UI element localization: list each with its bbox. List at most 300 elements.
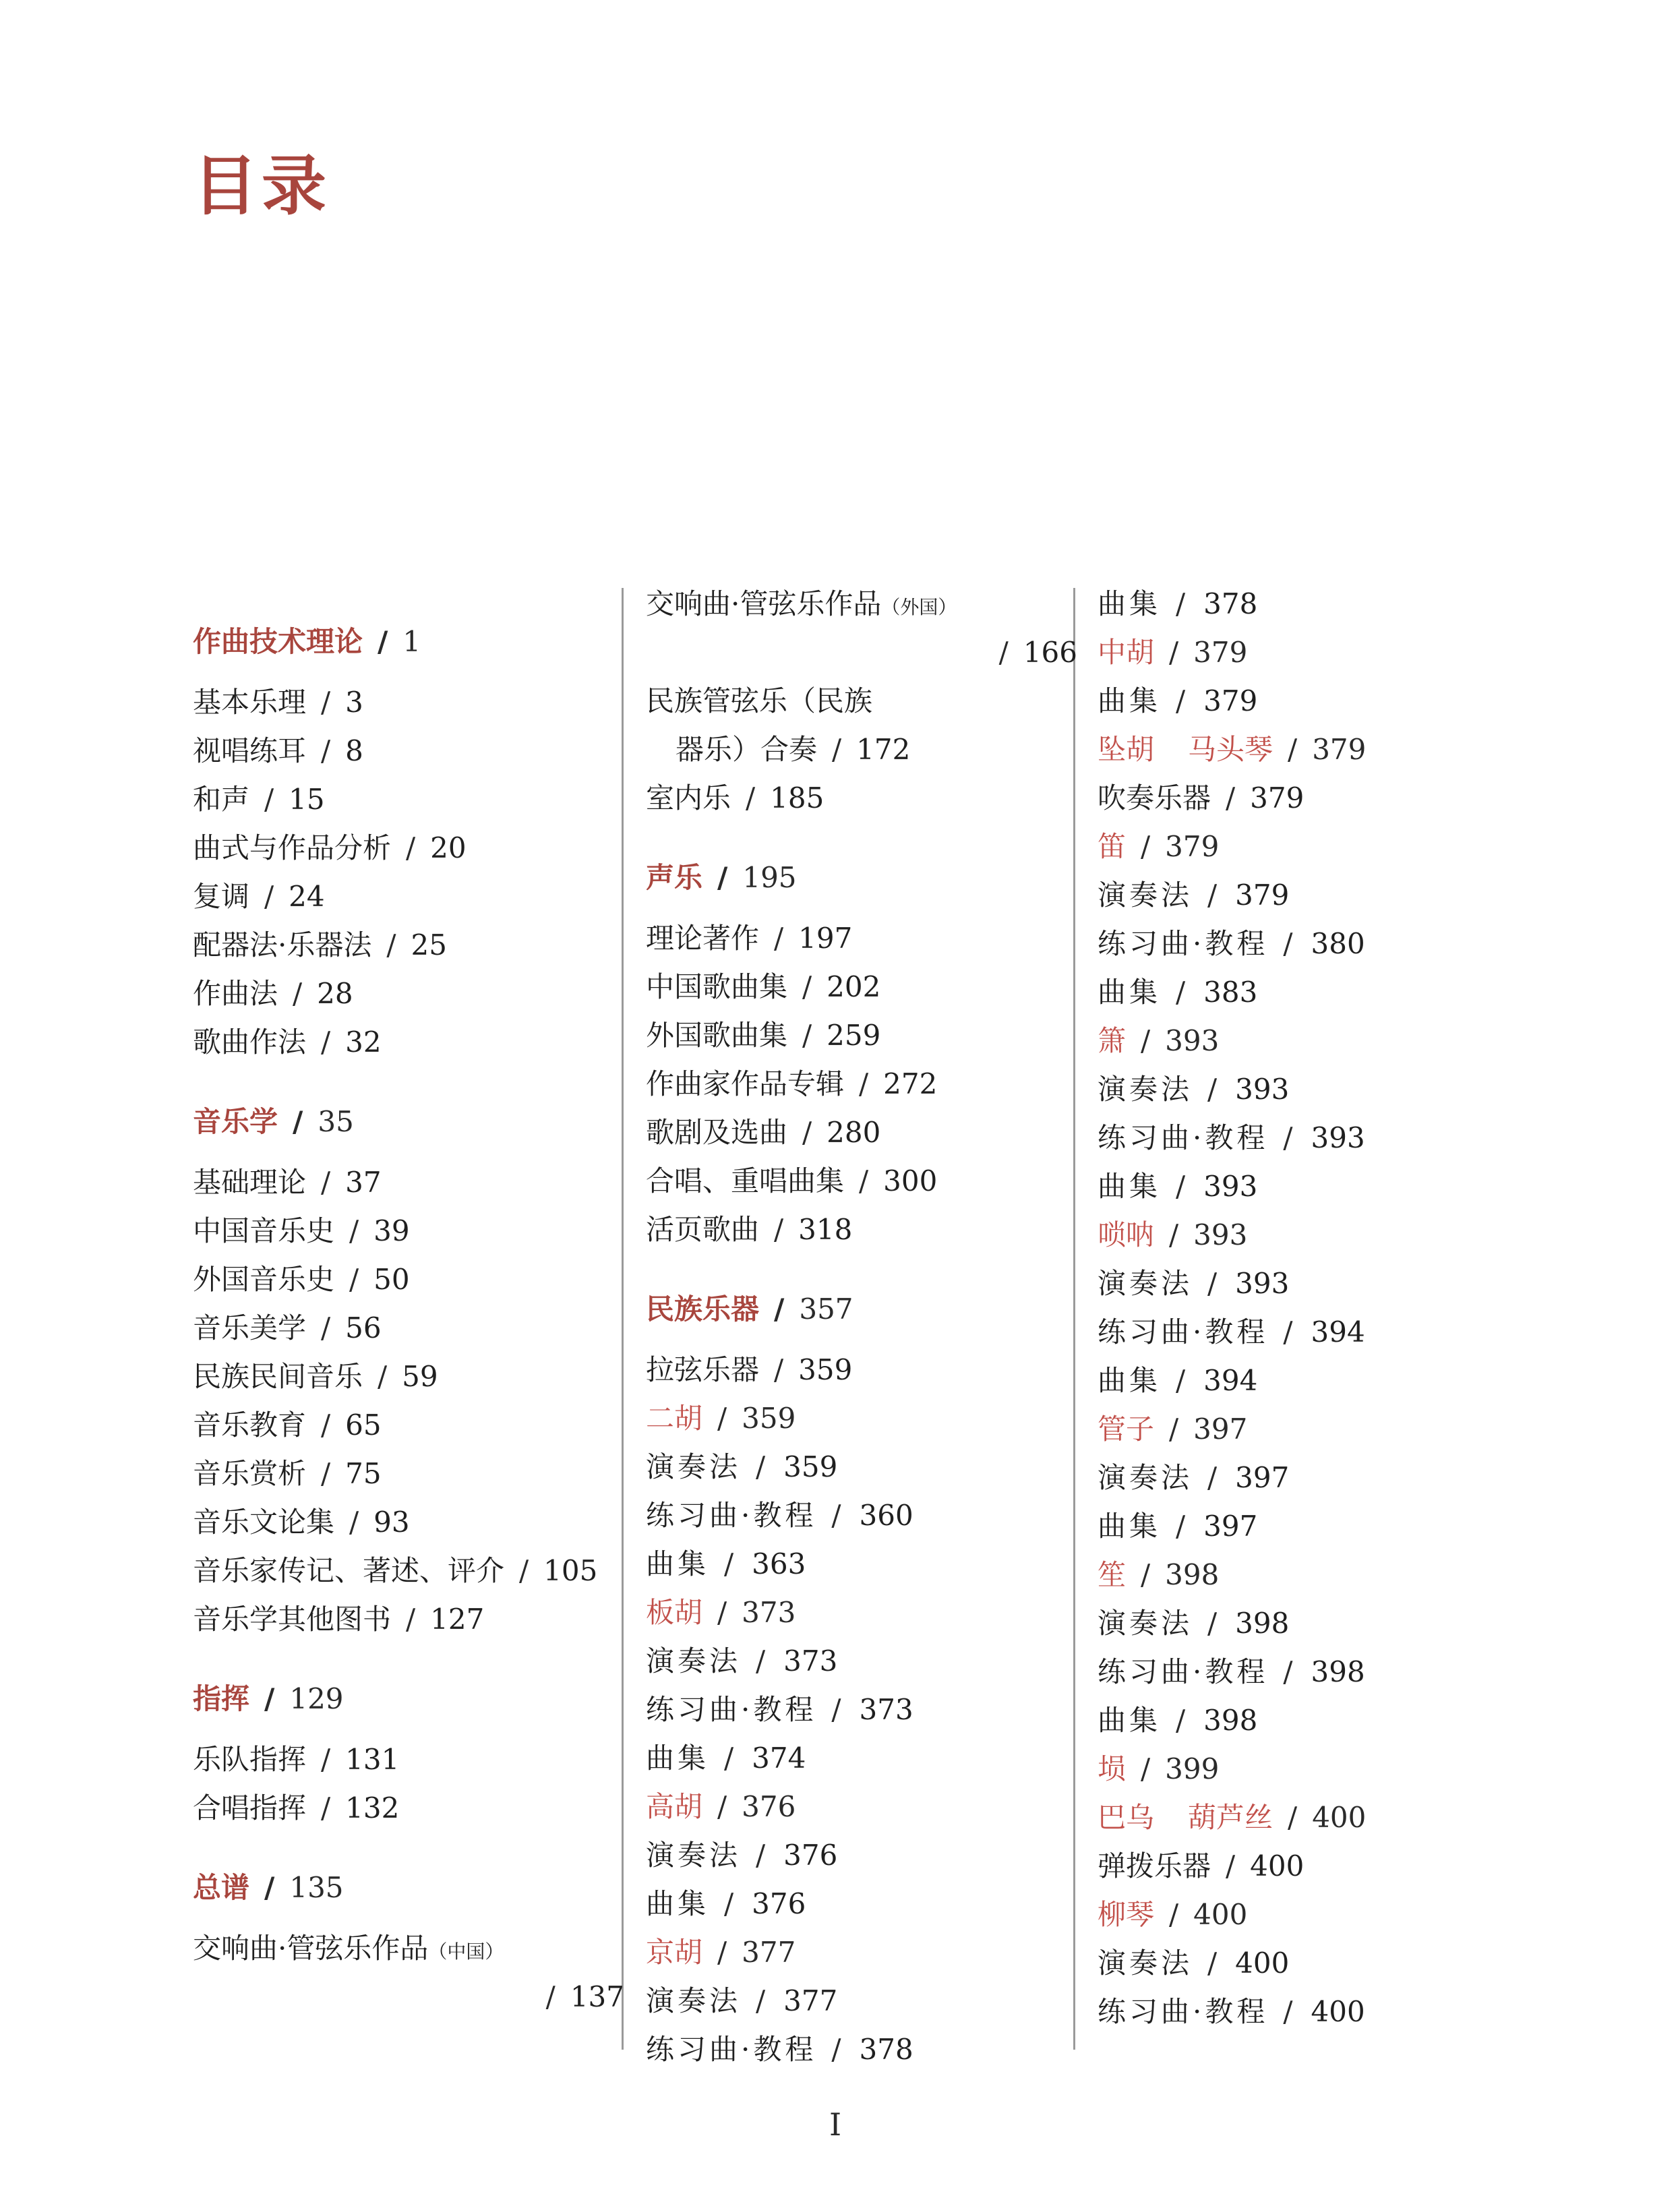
page-number: 93	[373, 1506, 410, 1539]
toc-entry[interactable]	[193, 1547, 624, 1595]
entry-label: 活页歌曲	[646, 1213, 760, 1246]
page-number: 166	[1023, 636, 1077, 669]
toc-section[interactable]	[646, 1285, 1077, 1334]
page-number: 127	[430, 1603, 485, 1636]
toc-instrument[interactable]	[1098, 1017, 1529, 1065]
page-number: 376	[752, 1887, 806, 1920]
entry-label: 交响曲·管弦乐作品	[646, 587, 882, 620]
separator: /	[264, 1682, 275, 1715]
separator: /	[756, 1644, 769, 1677]
separator: /	[1207, 1607, 1221, 1640]
toc-entry[interactable]	[193, 824, 624, 872]
separator: /	[746, 781, 756, 814]
toc-entry[interactable]	[193, 1784, 624, 1833]
page-number: 20	[430, 831, 467, 864]
separator: /	[349, 1506, 359, 1539]
toc-instrument[interactable]	[1098, 1551, 1529, 1599]
entry-label: 合唱指挥	[193, 1791, 307, 1824]
toc-entry[interactable]	[646, 1206, 1077, 1254]
separator: /	[264, 880, 274, 913]
toc-entry[interactable]	[646, 1108, 1077, 1157]
toc-instrument[interactable]	[1098, 1793, 1529, 1842]
toc-entry[interactable]	[193, 1401, 624, 1450]
page-number: 400	[1250, 1849, 1304, 1882]
page-number: 398	[1203, 1704, 1258, 1737]
separator: /	[1207, 1073, 1221, 1106]
page-number: 378	[1203, 587, 1258, 620]
entry-label: 演奏法	[646, 1839, 742, 1872]
entry-label: 练习曲·教程	[1098, 1315, 1269, 1348]
page-number: 393	[1311, 1121, 1365, 1154]
entry-label: 声乐	[646, 861, 703, 894]
page-number: 195	[742, 861, 797, 894]
page-number: 393	[1193, 1218, 1248, 1251]
separator: /	[774, 1353, 784, 1386]
separator: /	[349, 1214, 359, 1247]
entry-label: 曲集	[646, 1742, 710, 1775]
entry-label: 歌曲作法	[193, 1026, 307, 1059]
separator: /	[1207, 1267, 1221, 1300]
toc-subentry[interactable]	[1098, 968, 1529, 1017]
entry-label: 曲集	[1098, 684, 1162, 717]
entry-label: 唢呐	[1098, 1218, 1155, 1251]
entry-label: 二胡	[646, 1402, 703, 1435]
entry-label: 练习曲·教程	[646, 2033, 817, 2066]
page-number: 397	[1193, 1413, 1248, 1446]
page-number: 360	[859, 1499, 913, 1532]
toc-entry[interactable]	[193, 1735, 624, 1784]
page-number: 393	[1235, 1073, 1290, 1106]
page-number: 373	[859, 1693, 913, 1726]
page-number: 393	[1203, 1170, 1258, 1203]
separator: /	[1226, 781, 1236, 814]
separator: /	[349, 1263, 359, 1296]
toc-entry[interactable]	[193, 872, 624, 921]
toc-instrument[interactable]	[646, 1394, 1077, 1443]
page-number: 359	[783, 1450, 838, 1483]
separator: /	[774, 1213, 784, 1246]
entry-label: 演奏法	[1098, 1073, 1193, 1106]
page-number: 59	[402, 1360, 438, 1393]
entry-label: 练习曲·教程	[1098, 1995, 1269, 2028]
separator: /	[1207, 1947, 1221, 1980]
entry-label: 器乐）合奏	[676, 733, 818, 766]
separator: /	[1207, 1461, 1221, 1494]
toc-entry[interactable]	[193, 1018, 624, 1067]
separator: /	[1141, 1024, 1151, 1057]
entry-label: 作曲家作品专辑	[646, 1067, 845, 1100]
toc-subentry[interactable]	[646, 1831, 1077, 1880]
toc-entry[interactable]	[193, 1158, 624, 1207]
toc-subentry[interactable]	[1098, 1065, 1529, 1114]
page-number: 399	[1165, 1752, 1220, 1785]
toc-subentry[interactable]	[646, 1540, 1077, 1588]
toc-instrument[interactable]	[646, 1928, 1077, 1977]
entry-label: 室内乐	[646, 781, 731, 814]
separator: /	[1169, 1413, 1179, 1446]
separator: /	[1288, 1801, 1298, 1834]
toc-subentry[interactable]	[1098, 1648, 1529, 1696]
separator: /	[1141, 1558, 1151, 1591]
entry-label: 和声	[193, 783, 250, 816]
toc-subentry[interactable]	[1098, 1988, 1529, 2036]
page-number: 397	[1203, 1510, 1258, 1543]
separator: /	[321, 1026, 331, 1059]
separator: /	[545, 1980, 556, 2013]
page-number: 50	[373, 1263, 410, 1296]
toc-entry[interactable]	[646, 1346, 1077, 1394]
entry-label: 合唱、重唱曲集	[646, 1164, 845, 1197]
page-number: 1	[402, 625, 421, 658]
entry-note: （中国）	[428, 1940, 504, 1963]
separator: /	[717, 1596, 727, 1629]
page-number: 172	[856, 733, 911, 766]
entry-label: 曲式与作品分析	[193, 831, 392, 864]
toc-subentry[interactable]	[1098, 1502, 1529, 1551]
entry-label: 外国音乐史	[193, 1263, 335, 1296]
separator: /	[1176, 1364, 1189, 1397]
entry-label: 曲集	[1098, 1704, 1162, 1737]
entry-label: 弹拨乐器	[1098, 1849, 1211, 1882]
page-number: 377	[742, 1936, 796, 1969]
entry-label: 柳琴	[1098, 1898, 1155, 1931]
toc-instrument[interactable]	[1098, 823, 1529, 871]
entry-label-second: 葫芦丝	[1188, 1801, 1273, 1834]
separator: /	[774, 1293, 785, 1326]
toc-instrument[interactable]	[1098, 628, 1529, 677]
toc-subentry[interactable]	[1098, 1939, 1529, 1988]
separator: /	[998, 636, 1009, 669]
page-number: 35	[318, 1105, 354, 1138]
separator: /	[321, 1743, 331, 1776]
toc-instrument[interactable]	[646, 1588, 1077, 1637]
page-number: 197	[798, 922, 853, 955]
entry-label: 箫	[1098, 1024, 1127, 1057]
toc-entry[interactable]	[646, 914, 1077, 963]
toc-entry[interactable]	[193, 1207, 624, 1255]
entry-label: 音乐文论集	[193, 1506, 335, 1539]
toc-section[interactable]	[193, 1098, 624, 1146]
toc-entry[interactable]	[1098, 1842, 1529, 1891]
separator: /	[717, 1402, 727, 1435]
toc-entry[interactable]	[193, 970, 624, 1018]
toc-subentry[interactable]	[1098, 1357, 1529, 1405]
entry-label: 曲集	[1098, 1170, 1162, 1203]
toc-subentry[interactable]	[1098, 1599, 1529, 1648]
page-number: 105	[543, 1554, 598, 1587]
separator: /	[1176, 1704, 1189, 1737]
entry-label: 中国歌曲集	[646, 970, 788, 1003]
entry-label: 复调	[193, 880, 250, 913]
page-number: 75	[345, 1457, 382, 1490]
toc-column-3	[1098, 580, 1529, 2036]
page-number: 39	[373, 1214, 410, 1247]
toc-entry[interactable]	[193, 1498, 624, 1547]
toc-entry[interactable]	[193, 1595, 624, 1644]
page-number: 374	[752, 1742, 806, 1775]
entry-label: 总谱	[193, 1871, 250, 1904]
page-number: 397	[1235, 1461, 1290, 1494]
separator: /	[1141, 1752, 1151, 1785]
toc-subentry[interactable]	[646, 1491, 1077, 1540]
separator: /	[1169, 1218, 1179, 1251]
page-number: 400	[1235, 1947, 1290, 1980]
page-number: 377	[783, 1984, 838, 2017]
page-number: 137	[570, 1980, 624, 2013]
page-number: 398	[1311, 1655, 1365, 1688]
toc-subentry[interactable]	[1098, 1454, 1529, 1502]
page-number: 379	[1250, 781, 1304, 814]
separator: /	[1176, 684, 1189, 717]
page-number: 359	[798, 1353, 853, 1386]
separator: /	[1169, 636, 1179, 669]
toc-subentry[interactable]	[646, 1880, 1077, 1928]
entry-label-second: 马头琴	[1188, 733, 1273, 766]
page-number: 318	[798, 1213, 853, 1246]
toc-entry[interactable]	[193, 1450, 624, 1498]
entry-label: 作曲法	[193, 977, 278, 1010]
entry-label: 吹奏乐器	[1098, 781, 1211, 814]
separator: /	[1283, 1315, 1296, 1348]
toc-subentry[interactable]	[646, 1443, 1077, 1491]
page-number: 400	[1311, 1995, 1365, 2028]
entry-label: 练习曲·教程	[1098, 927, 1269, 960]
entry-label: 练习曲·教程	[646, 1693, 817, 1726]
entry-label: 民族管弦乐（民族	[646, 684, 873, 717]
toc-subentry[interactable]	[1098, 1308, 1529, 1357]
separator: /	[1207, 879, 1221, 912]
toc-subentry[interactable]	[646, 1686, 1077, 1734]
page-number: 280	[827, 1116, 881, 1149]
toc-entry[interactable]	[193, 921, 624, 970]
toc-subentry[interactable]	[646, 1637, 1077, 1686]
entry-label: 演奏法	[1098, 1607, 1193, 1640]
toc-entry[interactable]	[646, 1011, 1077, 1060]
toc-section[interactable]	[193, 618, 624, 666]
entry-label: 曲集	[646, 1547, 710, 1580]
page-number: 379	[1312, 733, 1367, 766]
entry-label: 演奏法	[1098, 879, 1193, 912]
entry-label: 音乐学其他图书	[193, 1603, 392, 1636]
page-number: 24	[289, 880, 325, 913]
toc-subentry[interactable]	[646, 2025, 1077, 2074]
entry-label: 演奏法	[1098, 1947, 1193, 1980]
separator: /	[724, 1887, 738, 1920]
entry-label: 民族民间音乐	[193, 1360, 363, 1393]
toc-entry[interactable]	[646, 963, 1077, 1011]
separator: /	[1226, 1849, 1236, 1882]
separator: /	[1176, 1170, 1189, 1203]
page-number: 373	[783, 1644, 838, 1677]
entry-label: 曲集	[1098, 976, 1162, 1009]
page-number: 379	[1193, 636, 1248, 669]
page-number: 129	[289, 1682, 344, 1715]
toc-entry-page-line[interactable]	[193, 1973, 624, 2021]
page-number: 398	[1165, 1558, 1220, 1591]
entry-label: 高胡	[646, 1790, 703, 1823]
toc-subentry[interactable]	[1098, 1162, 1529, 1211]
entry-label: 曲集	[646, 1887, 710, 1920]
page-number: 376	[783, 1839, 838, 1872]
toc-column-1	[193, 618, 624, 2021]
entry-label: 演奏法	[646, 1450, 742, 1483]
toc-section[interactable]	[193, 1675, 624, 1723]
entry-label: 音乐学	[193, 1105, 278, 1138]
separator: /	[1283, 1655, 1296, 1688]
page-number: 15	[289, 783, 325, 816]
entry-label: 管子	[1098, 1413, 1155, 1446]
toc-subentry[interactable]	[1098, 1114, 1529, 1162]
toc-section[interactable]	[193, 1864, 624, 1912]
page-number: 400	[1312, 1801, 1367, 1834]
entry-label: 作曲技术理论	[193, 625, 363, 658]
separator: /	[519, 1554, 529, 1587]
page-number: 394	[1311, 1315, 1365, 1348]
toc-instrument[interactable]	[1098, 1745, 1529, 1793]
entry-label: 音乐家传记、著述、评介	[193, 1554, 505, 1587]
page-number: 379	[1165, 830, 1220, 863]
entry-label: 坠胡	[1098, 733, 1155, 766]
toc-subentry[interactable]	[1098, 580, 1529, 628]
entry-note: （外国）	[881, 596, 957, 618]
separator: /	[321, 1791, 331, 1824]
page-number: 131	[345, 1743, 400, 1776]
page-number: 383	[1203, 976, 1258, 1009]
page-number: 380	[1311, 927, 1365, 960]
toc-entry[interactable]	[646, 677, 1077, 725]
toc-entry[interactable]	[193, 1255, 624, 1304]
entry-label: 演奏法	[646, 1644, 742, 1677]
page-number: 393	[1165, 1024, 1220, 1057]
separator: /	[264, 783, 274, 816]
page-number: 357	[799, 1293, 853, 1326]
toc-entry[interactable]	[646, 1060, 1077, 1108]
toc-entry[interactable]	[193, 727, 624, 775]
separator: /	[1176, 1510, 1189, 1543]
entry-label: 中胡	[1098, 636, 1155, 669]
toc-subentry[interactable]	[1098, 871, 1529, 920]
entry-label: 演奏法	[1098, 1267, 1193, 1300]
separator: /	[1141, 830, 1151, 863]
separator: /	[378, 1360, 388, 1393]
toc-subentry[interactable]	[1098, 1259, 1529, 1308]
toc-entry[interactable]	[646, 580, 1077, 628]
separator: /	[1283, 1995, 1296, 2028]
entry-label: 京胡	[646, 1936, 703, 1969]
toc-entry-continued[interactable]	[646, 725, 1077, 774]
entry-label: 歌剧及选曲	[646, 1116, 788, 1149]
separator: /	[1283, 927, 1296, 960]
page-number: 28	[317, 977, 353, 1010]
entry-label: 配器法·乐器法	[193, 928, 372, 961]
page-number: 373	[742, 1596, 796, 1629]
toc-subentry[interactable]	[1098, 1696, 1529, 1745]
toc-entry[interactable]	[646, 774, 1077, 823]
page-number: 379	[1235, 879, 1290, 912]
page-number: 393	[1235, 1267, 1290, 1300]
entry-label: 音乐教育	[193, 1408, 307, 1442]
page-folio: I	[829, 2106, 842, 2143]
toc-entry[interactable]	[193, 1304, 624, 1353]
entry-label: 视唱练耳	[193, 734, 307, 767]
entry-label: 练习曲·教程	[1098, 1655, 1269, 1688]
toc-instrument[interactable]	[1098, 1891, 1529, 1939]
toc-instrument[interactable]	[1098, 1405, 1529, 1454]
toc-entry[interactable]	[193, 775, 624, 824]
toc-entry[interactable]	[646, 1157, 1077, 1206]
toc-subentry[interactable]	[1098, 677, 1529, 725]
separator: /	[321, 734, 331, 767]
entry-label: 埙	[1098, 1752, 1127, 1785]
entry-label: 民族乐器	[646, 1293, 760, 1326]
page-title: 目录	[193, 148, 330, 224]
toc-instrument[interactable]	[646, 1783, 1077, 1831]
page-number: 132	[345, 1791, 400, 1824]
separator: /	[802, 1019, 812, 1052]
separator: /	[717, 1936, 727, 1969]
separator: /	[321, 1166, 331, 1199]
separator: /	[859, 1164, 869, 1197]
page-number: 32	[345, 1026, 382, 1059]
toc-subentry[interactable]	[1098, 920, 1529, 968]
separator: /	[321, 1457, 331, 1490]
separator: /	[321, 1311, 331, 1344]
entry-label: 外国歌曲集	[646, 1019, 788, 1052]
entry-label: 演奏法	[646, 1984, 742, 2017]
separator: /	[717, 1790, 727, 1823]
page-number: 202	[827, 970, 881, 1003]
entry-label: 演奏法	[1098, 1461, 1193, 1494]
separator: /	[774, 922, 784, 955]
entry-label: 板胡	[646, 1596, 703, 1629]
toc-entry[interactable]	[193, 678, 624, 727]
entry-label: 基本乐理	[193, 686, 307, 719]
page-number: 135	[289, 1871, 344, 1904]
separator: /	[859, 1067, 869, 1100]
toc-entry-page-line[interactable]	[646, 628, 1077, 677]
page-number: 300	[883, 1164, 938, 1197]
entry-label: 基础理论	[193, 1166, 307, 1199]
toc-entry[interactable]	[1098, 774, 1529, 823]
separator: /	[321, 686, 331, 719]
toc-entry[interactable]	[193, 1924, 624, 1973]
page-number: 398	[1235, 1607, 1290, 1640]
page-number: 379	[1203, 684, 1258, 717]
entry-label: 曲集	[1098, 587, 1162, 620]
toc-subentry[interactable]	[646, 1977, 1077, 2025]
toc-subentry[interactable]	[646, 1734, 1077, 1783]
separator: /	[1283, 1121, 1296, 1154]
separator: /	[831, 1693, 845, 1726]
separator: /	[802, 1116, 812, 1149]
separator: /	[406, 831, 416, 864]
page-number: 363	[752, 1547, 806, 1580]
entry-label: 拉弦乐器	[646, 1353, 760, 1386]
toc-entry[interactable]	[193, 1353, 624, 1401]
separator: /	[378, 625, 388, 658]
entry-label: 巴乌	[1098, 1801, 1155, 1834]
separator: /	[1169, 1898, 1179, 1931]
entry-label: 交响曲·管弦乐作品	[193, 1932, 429, 1965]
toc-instrument[interactable]	[1098, 725, 1529, 774]
page-number: 185	[770, 781, 824, 814]
toc-instrument[interactable]	[1098, 1211, 1529, 1259]
toc-section[interactable]	[646, 854, 1077, 902]
separator: /	[756, 1984, 769, 2017]
entry-label: 音乐赏析	[193, 1457, 307, 1490]
entry-label: 曲集	[1098, 1364, 1162, 1397]
page-number: 394	[1203, 1364, 1258, 1397]
